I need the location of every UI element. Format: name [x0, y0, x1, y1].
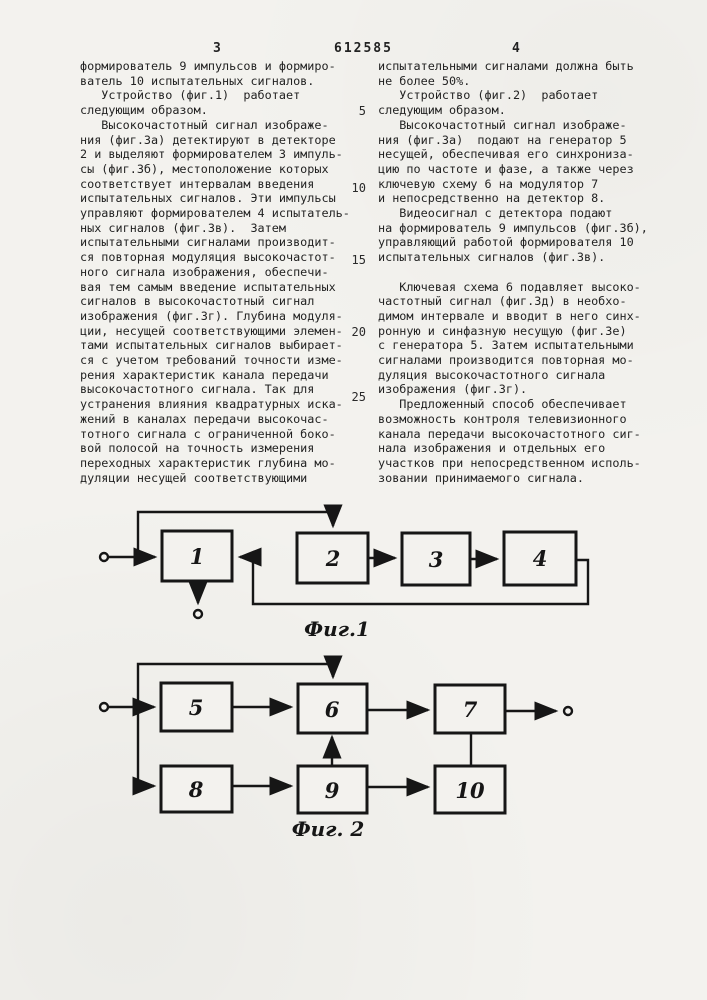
fig2-block-5-label: 5	[188, 695, 204, 720]
figure-2	[85, 655, 600, 845]
patent-number: 612585	[334, 41, 393, 56]
fig2-block-8-label: 8	[188, 777, 204, 802]
figure-1	[85, 502, 600, 647]
fig2-block-10-label: 10	[455, 778, 485, 803]
fig1-block-2-label: 2	[325, 546, 341, 571]
fig1-block-1-label: 1	[189, 544, 205, 569]
margin-line-number-5: 5	[358, 104, 366, 118]
fig2-block-9-label: 9	[324, 778, 340, 803]
fig2-input-terminal	[100, 703, 108, 711]
figure-2-caption: Фиг. 2	[291, 817, 365, 841]
right-column-text: испытательными сигналами должна быть не более 50%. Устройство (фиг.2) работает следующим образом. Высокочастотный сигнал изображе- ния (фиг.3а) подают на генератор 5 несущей, обеспечивая его синхрониза- цию по частоте и фазе, а также через ключевую схему 6 на модулятор 7 и непосредственно на детектор 8. Видеосигнал с детектора подают на формирователь 9 импульсов (фиг.3б), управляющий работой формирователя 10 испытательных сигналов (фиг.3в). Ключевая схема 6 подавляет высоко- частотный сигнал (фиг.3д) в необхо- димом интервале и вводит в него синх- ронную и синфазную несущую (фиг.3е) с генератора 5. Затем испытательными сигналами производится повторная мо- дуляция высокочастотного сигнала изображения (фиг.3г). Предложенный способ обеспечивает возможность контроля телевизионного канала передачи высокочастотного сиг- нала изображения и отдельных его участков при непосредственном исполь- зовании принимаемого сигнала.	[378, 59, 648, 485]
left-column-text: формирователь 9 импульсов и формиро- ватель 10 испытательных сигналов. Устройство (фиг.1) работает следующим образом. Высокочастотный сигнал изображе- ния (фиг.3а) детектируют в детекторе 2 и выделяют формирователем 3 импуль- сы (фиг.3б), местоположение которых соответствует интервалам введения испытательных сигналов. Эти импульсы управляют формирователем 4 испытатель- ных сигналов (фиг.3в). Затем испытательными сигналами производит- ся повторная модуляция высокочастот- ного сигнала изображения, обеспечи- вая тем самым введение испытательных сигналов в высокочастотный сигнал изображения (фиг.3г). Глубина модуля- ции, несущей соответствующими элемен- тами испытательных сигналов выбирает- ся с учетом требований точности изме- рения характеристик канала передачи высокочастотного сигнала. Так для устранения влияния квадратурных иска- жений в каналах передачи высокочас- тотного сигнала с ограниченной боко- вой полосой на точность измерения переходных характеристик глубина мо- дуляции несущей соответствующими	[80, 59, 350, 485]
fig1-input-terminal	[100, 553, 108, 561]
page-number-right: 4	[512, 41, 520, 56]
margin-line-number-10: 10	[351, 181, 366, 195]
fig1-block-4-label: 4	[532, 546, 548, 571]
fig2-block-6-label: 6	[324, 697, 340, 722]
page-number-left: 3	[213, 41, 221, 56]
figure-1-caption: Фиг.1	[304, 617, 370, 641]
fig2-lower-rail	[138, 707, 154, 786]
fig2-block-7-label: 7	[462, 697, 478, 722]
margin-line-number-15: 15	[351, 253, 366, 267]
fig1-output-terminal	[194, 610, 202, 618]
margin-line-number-25: 25	[351, 390, 366, 404]
margin-line-number-20: 20	[351, 325, 366, 339]
fig1-block-3-label: 3	[428, 547, 444, 572]
fig2-output-terminal	[564, 707, 572, 715]
